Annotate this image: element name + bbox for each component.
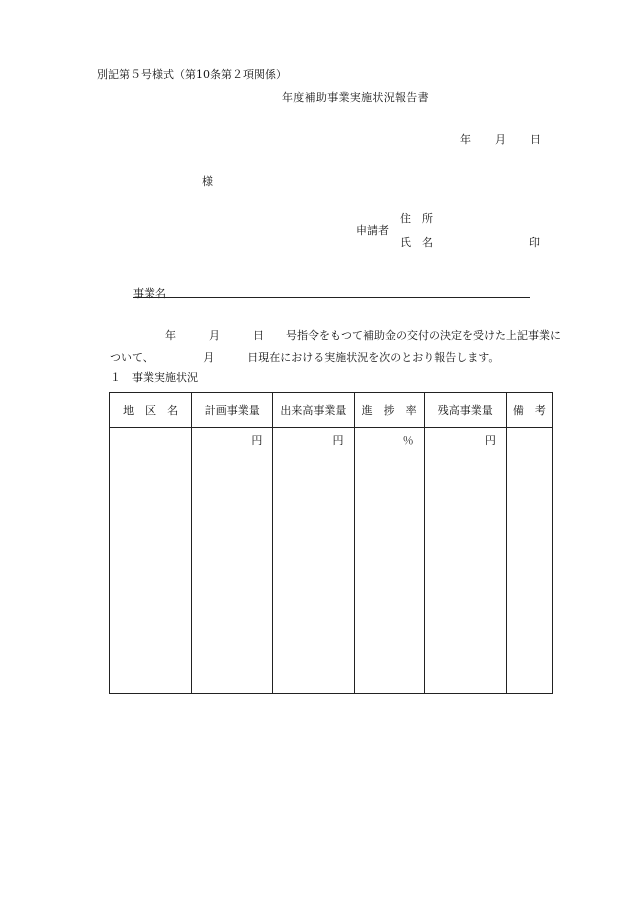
header-district-name: 地 区 名: [110, 393, 192, 428]
header-remarks: 備 考: [506, 393, 552, 428]
address-label: 住 所: [400, 212, 433, 225]
cell-progress-rate-unit: ％: [354, 428, 424, 694]
seal-mark: 印: [529, 236, 540, 249]
section-heading: １ 事業実施状況: [110, 371, 198, 384]
cell-remaining-volume-unit: 円: [424, 428, 506, 694]
header-remaining-volume: 残高事業量: [424, 393, 506, 428]
document-title: 年度補助事業実施状況報告書: [282, 91, 429, 104]
header-planned-volume: 計画事業量: [192, 393, 273, 428]
cell-planned-volume-unit: 円: [192, 428, 273, 694]
table-header-row: [110, 393, 553, 428]
implementation-status-table: [109, 392, 553, 694]
body-text-line2: ついて、 月 日現在における実施状況を次のとおり報告します。: [110, 351, 500, 364]
table-row: [110, 428, 553, 694]
date-month-label: 月: [495, 133, 506, 146]
body-text-line1: 年 月 日 号指令をもつて補助金の交付の決定を受けた上記事業に: [110, 329, 561, 342]
date-year-label: 年: [460, 133, 471, 146]
recipient-suffix: 様: [202, 175, 213, 188]
date-line: [460, 131, 541, 147]
project-name-label: 事業名: [133, 287, 166, 300]
header-progress-rate: 進 捗 率: [354, 393, 424, 428]
cell-remarks: [506, 428, 552, 694]
name-label: 氏 名: [400, 236, 433, 249]
date-day-label: 日: [530, 133, 541, 146]
cell-district-name: [110, 428, 192, 694]
applicant-label: 申請者: [356, 224, 389, 237]
form-number: 別記第５号様式（第10条第２項関係）: [97, 68, 287, 81]
header-completed-volume: 出来高事業量: [273, 393, 354, 428]
project-name-underline: [133, 297, 530, 298]
cell-completed-volume-unit: 円: [273, 428, 354, 694]
